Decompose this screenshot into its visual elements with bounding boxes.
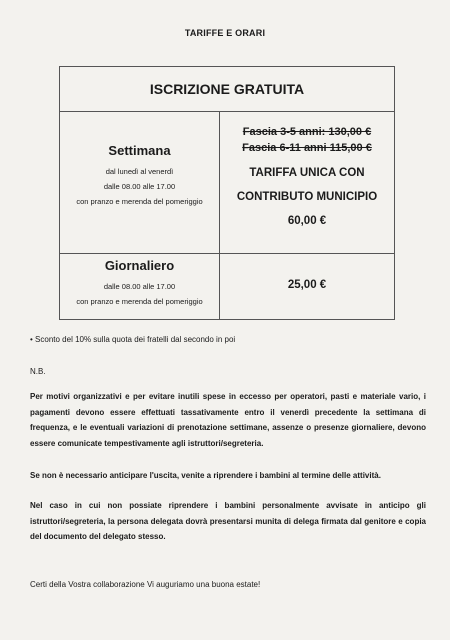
daily-hours: dalle 08.00 alle 17.00 xyxy=(103,282,176,291)
daily-meals: con pranzo e merenda del pomeriggio xyxy=(76,297,203,306)
nb-label: N.B. xyxy=(30,367,46,376)
weekly-price: 60,00 € xyxy=(287,215,327,227)
municipal-contribution-label: CONTRIBUTO MUNICIPIO xyxy=(236,191,378,203)
delegate-paragraph: Nel caso in cui non possiate riprendere i bambini personalmente avvisate in anticipo gli istruttori/segreteria, la persona delegata dovrà presentarsi munita di delega firmata dal genitore e copia del documento del delegato stesso. xyxy=(30,501,426,541)
page-title: TARIFFE E ORARI xyxy=(184,28,266,38)
bullet-icon: • xyxy=(30,335,33,344)
weekly-days: dal lunedì al venerdì xyxy=(105,167,174,176)
daily-cell xyxy=(60,258,219,309)
daily-price-cell xyxy=(220,273,394,297)
weekly-label: Settimana xyxy=(108,143,171,158)
old-fee-6-11: Fascia 6-11 anni 115,00 € xyxy=(242,142,372,154)
closing-line: Certi della Vostra collaborazione Vi auguriamo una buona estate! xyxy=(30,580,261,589)
weekly-cell xyxy=(60,143,219,209)
pickup-paragraph: Se non è necessario anticipare l'uscita, venite a riprendere i bambini al termine delle attività. xyxy=(30,471,381,480)
single-fee-label: TARIFFA UNICA CON xyxy=(249,167,365,179)
daily-price: 25,00 € xyxy=(287,279,327,291)
weekly-price-cell xyxy=(220,124,394,233)
weekly-meals: con pranzo e merenda del pomeriggio xyxy=(76,197,203,206)
price-table xyxy=(59,66,395,320)
daily-label: Giornaliero xyxy=(104,258,175,273)
table-header: ISCRIZIONE GRATUITA xyxy=(60,67,394,112)
old-fee-3-5: Fascia 3-5 anni: 130,00 € xyxy=(242,126,372,138)
payment-paragraph: Per motivi organizzativi e per evitare inutili spese in eccesso per operatori, pasti e materiale vario, i pagamenti devono essere effettuati tassativamente entro il venerdì precedente la settimana di frequenza, e le eventuali variazioni di prenotazione settimane, assenze o presenze giornaliere, devono essere comunicate tempestivamente agli istruttori/segreteria. xyxy=(30,392,426,448)
row-divider xyxy=(60,253,394,254)
discount-note: • Sconto del 10% sulla quota dei fratelli dal secondo in poi xyxy=(30,335,236,344)
weekly-hours: dalle 08.00 alle 17.00 xyxy=(103,182,176,191)
